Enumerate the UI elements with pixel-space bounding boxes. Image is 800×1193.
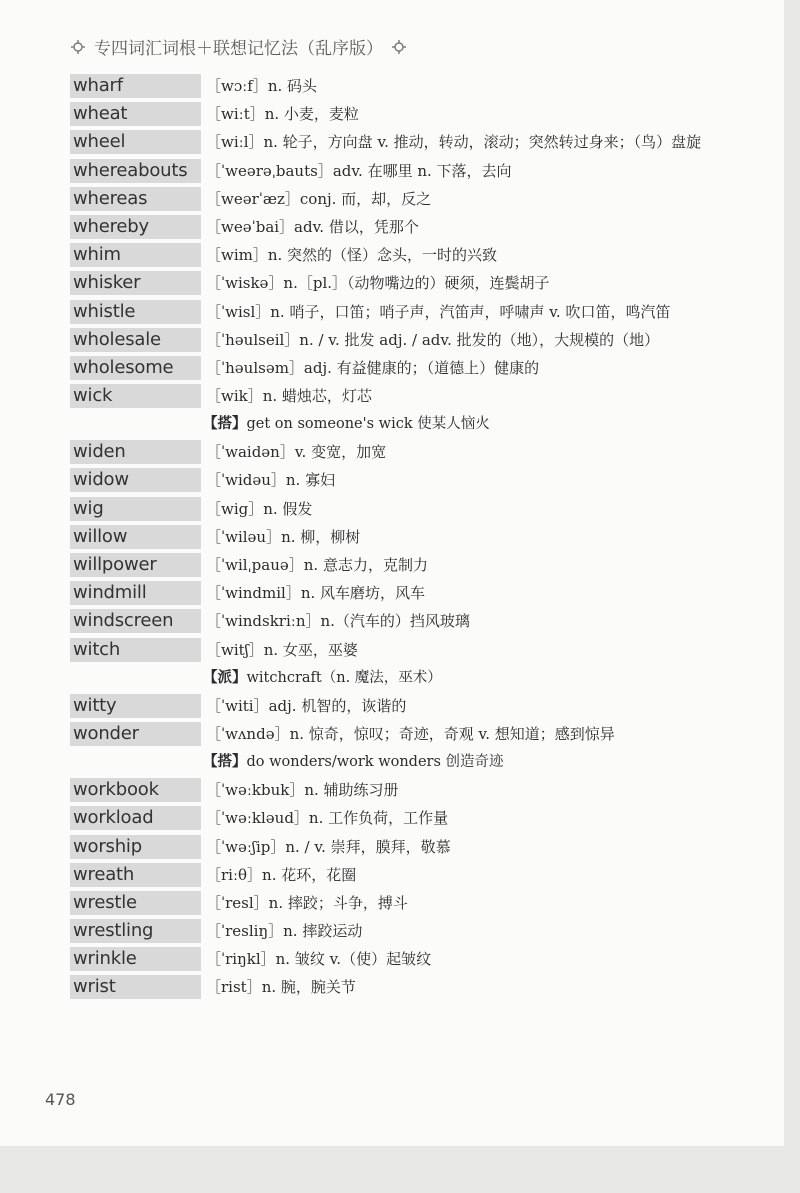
definition: ［ˈwəːʃip］n. / v. 崇拜，膜拜，敬慕 (206, 837, 451, 856)
headword: wholesale (70, 328, 201, 352)
headword: wheat (70, 102, 201, 126)
note-text: get on someone's wick 使某人恼火 (246, 416, 490, 433)
headword: wrestle (70, 891, 201, 915)
entry-row (70, 720, 720, 748)
ornament-icon (70, 39, 86, 55)
definition: ［ˈwidəu］n. 寡妇 (206, 471, 336, 490)
entry-row (70, 551, 720, 579)
definition: ［ˈwindskriːn］n.（汽车的）挡风玻璃 (206, 612, 470, 631)
entry-row (70, 128, 720, 156)
entry-row (70, 241, 720, 269)
entry-row (70, 692, 720, 720)
definition: ［riːθ］n. 花环，花圈 (206, 865, 357, 884)
definition: ［wig］n. 假发 (206, 499, 313, 518)
headword: whisker (70, 271, 201, 295)
entry-row (70, 466, 720, 494)
headword: widen (70, 440, 201, 464)
headword: wrestling (70, 919, 201, 943)
entry-row (70, 973, 720, 1001)
entry-row (70, 861, 720, 889)
headword: windmill (70, 581, 201, 605)
word-list (70, 72, 720, 1002)
definition: ［weərˈæz］conj. 而，却，反之 (206, 189, 432, 208)
definition: ［wiːl］n. 轮子，方向盘 v. 推动，转动，滚动；突然转过身来；（鸟）盘旋 (206, 133, 702, 152)
entry-row (70, 438, 720, 466)
entry-row (70, 100, 720, 128)
definition: ［wɔːf］n. 码头 (206, 77, 318, 95)
entry-row (70, 523, 720, 551)
headword: wreath (70, 863, 201, 887)
note-tag: 【派】 (203, 669, 247, 686)
definition: ［wik］n. 蜡烛芯，灯芯 (206, 387, 372, 406)
headword: whereby (70, 215, 201, 239)
definition: ［ˈwəːkləud］n. 工作负荷，工作量 (206, 809, 449, 828)
headword: windscreen (70, 609, 201, 633)
entry-row (70, 579, 720, 607)
entry-row (70, 945, 720, 973)
definition: ［ˈhəulsəm］adj. 有益健康的；（道德上）健康的 (206, 358, 540, 377)
definition: ［ˈriŋkl］n. 皱纹 v.（使）起皱纹 (206, 950, 432, 969)
definition: ［ˈwʌndə］n. 惊奇，惊叹；奇迹，奇观 v. 想知道；感到惊异 (206, 724, 615, 743)
entry-row (70, 804, 720, 832)
definition: ［rist］n. 腕，腕关节 (206, 978, 356, 997)
headword: willow (70, 525, 201, 549)
headword: wrinkle (70, 947, 201, 971)
headword: wharf (70, 74, 201, 98)
entry-row (70, 776, 720, 804)
entry-row (70, 269, 720, 297)
definition: ［ˈwindmil］n. 风车磨坊，风车 (206, 584, 426, 603)
entry-row (70, 326, 720, 354)
entry-row (70, 917, 720, 945)
headword: wheel (70, 130, 201, 154)
entry-note (70, 410, 720, 438)
headword: wholesome (70, 356, 201, 380)
entry-row (70, 636, 720, 664)
definition: ［ˈwəːkbuk］n. 辅助练习册 (206, 781, 399, 800)
definition: ［ˈhəulseil］n. / v. 批发 adj. / adv. 批发的（地），大规模的（地） (206, 330, 660, 349)
entry-row (70, 157, 720, 185)
note-text: witchcraft（n. 魔法，巫术） (246, 669, 442, 686)
headword: widow (70, 468, 201, 492)
note-tag: 【搭】 (203, 754, 247, 771)
definition: ［ˈwiti］adj. 机智的，诙谐的 (206, 696, 407, 715)
entry-row (70, 833, 720, 861)
definition: ［ˈwiləu］n. 柳，柳树 (206, 527, 361, 546)
entry-row (70, 607, 720, 635)
running-header (70, 34, 407, 59)
entry-row (70, 213, 720, 241)
entry-note (70, 664, 720, 692)
definition: ［ˈwilˌpauə］n. 意志力，克制力 (206, 556, 428, 574)
headword: whereas (70, 187, 201, 211)
definition: ［ˈwisl］n. 哨子，口笛；哨子声，汽笛声，呼啸声 v. 吹口笛，鸣汽笛 (206, 302, 671, 321)
entry-row (70, 72, 720, 100)
definition: ［ˈwiskə］n.［pl.］（动物嘴边的）硬须，连鬓胡子 (206, 274, 550, 293)
ornament-icon (391, 39, 407, 55)
definition: ［ˈresl］n. 摔跤；斗争，搏斗 (206, 893, 408, 912)
definition: ［wim］n. 突然的（怪）念头，一时的兴致 (206, 246, 498, 265)
headword: witch (70, 638, 201, 662)
definition: ［witʃ］n. 女巫，巫婆 (206, 640, 358, 659)
entry-row (70, 382, 720, 410)
definition: ［wiːt］n. 小麦，麦粒 (206, 105, 359, 124)
header-title: 专四词汇词根＋联想记忆法（乱序版） (94, 39, 383, 59)
headword: witty (70, 694, 201, 718)
headword: whereabouts (70, 159, 201, 183)
headword: workload (70, 806, 201, 830)
definition: ［ˈwaidən］v. 变宽，加宽 (206, 443, 387, 462)
headword: whim (70, 243, 201, 267)
headword: whistle (70, 300, 201, 324)
entry-row (70, 889, 720, 917)
note-text: do wonders/work wonders 创造奇迹 (246, 754, 504, 771)
definition: ［weəˈbai］adv. 借以，凭那个 (206, 217, 419, 236)
headword: worship (70, 835, 201, 859)
definition: ［ˈweərəˌbauts］adv. 在哪里 n. 下落，去向 (206, 161, 512, 180)
headword: wrist (70, 975, 201, 999)
page-number: 478 (45, 1090, 76, 1109)
definition: ［ˈresliŋ］n. 摔跤运动 (206, 922, 363, 941)
note-tag: 【搭】 (203, 416, 247, 433)
headword: willpower (70, 553, 201, 577)
entry-row (70, 185, 720, 213)
entry-note (70, 748, 720, 776)
headword: workbook (70, 778, 201, 802)
entry-row (70, 495, 720, 523)
headword: wig (70, 497, 201, 521)
entry-row (70, 298, 720, 326)
headword: wick (70, 384, 201, 408)
headword: wonder (70, 722, 201, 746)
entry-row (70, 354, 720, 382)
